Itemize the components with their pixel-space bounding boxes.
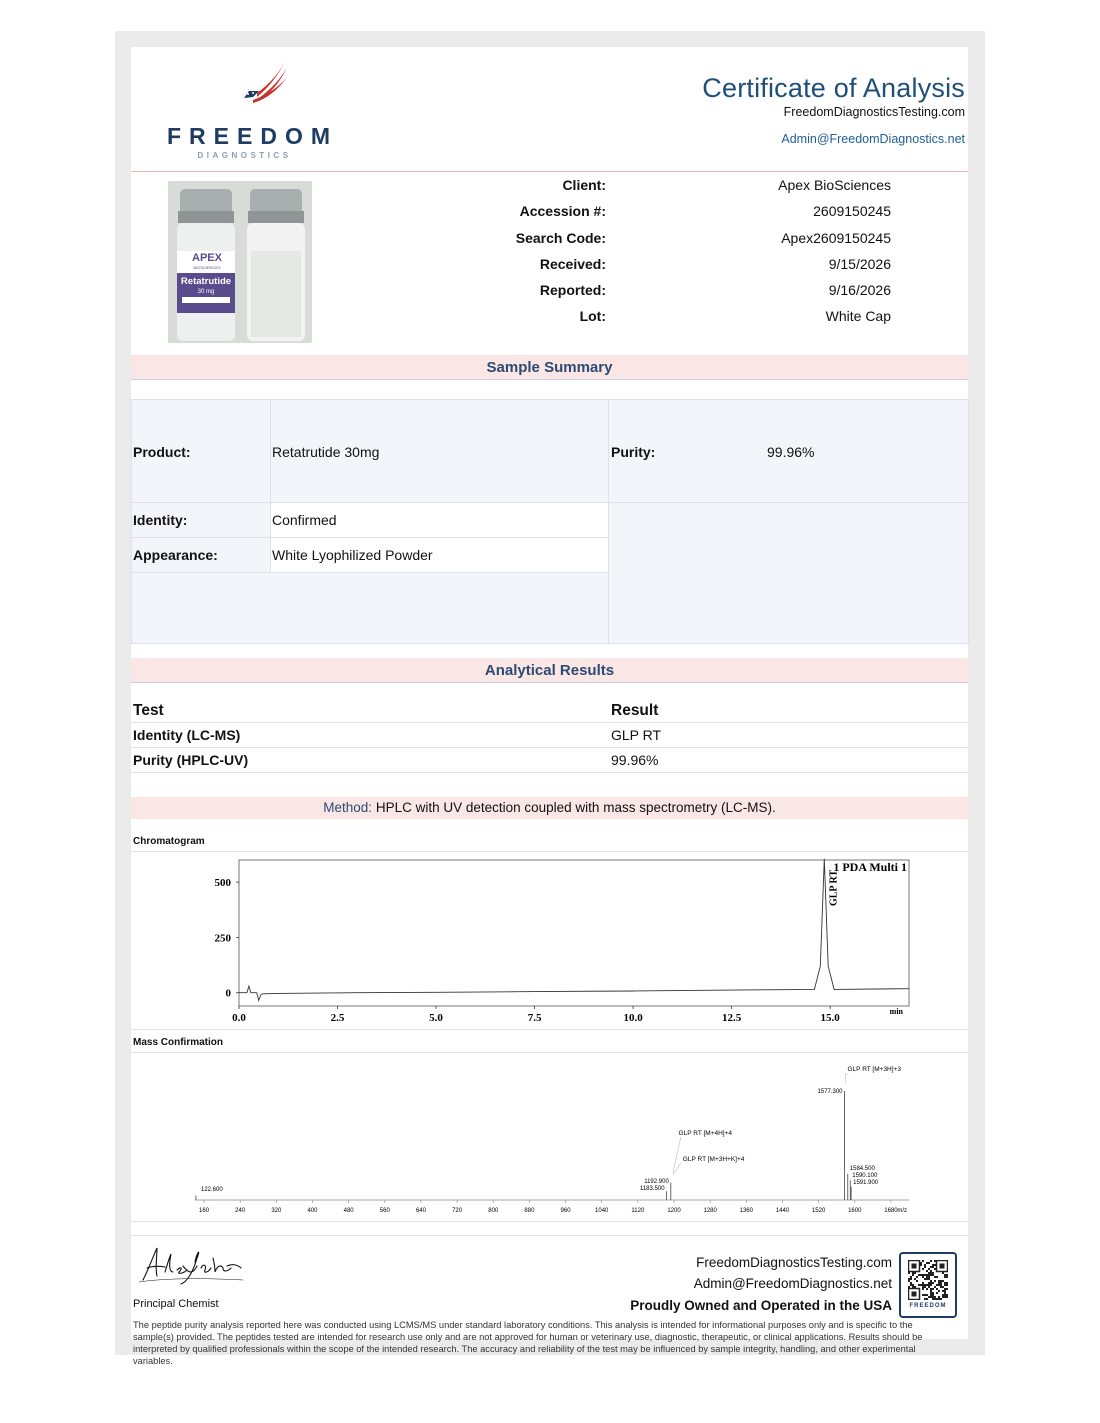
qr-module (930, 1270, 932, 1272)
results-row-divider (131, 747, 968, 748)
method-bar (131, 797, 968, 819)
analytical-results-heading: Analytical Results (131, 658, 968, 683)
qr-module (932, 1298, 934, 1300)
qr-module (932, 1296, 934, 1298)
qr-module (920, 1264, 922, 1266)
qr-module (944, 1292, 946, 1294)
qr-module (946, 1288, 948, 1290)
x-tick-label: 5.0 (429, 1012, 443, 1024)
logo-wordmark: FREEDOM (167, 123, 338, 149)
qr-module (926, 1288, 928, 1290)
x-axis-unit: m/z (897, 1208, 907, 1214)
qr-module (908, 1286, 910, 1288)
appearance-value: White Lyophilized Powder (272, 547, 433, 563)
qr-module (924, 1284, 926, 1286)
qr-module (944, 1282, 946, 1284)
qr-module (936, 1276, 938, 1278)
x-tick-label: 640 (415, 1208, 426, 1214)
qr-module (926, 1298, 928, 1300)
qr-module (930, 1288, 932, 1290)
footer-divider (131, 1235, 968, 1236)
qr-module (926, 1294, 928, 1296)
method-text: HPLC with UV detection coupled with mass spectrometry (LC-MS). (375, 800, 776, 815)
peak-mz-label: 1591.900 (853, 1180, 879, 1186)
annotation-label: GLP RT [M+3H]+3 (847, 1066, 901, 1073)
qr-module (924, 1274, 926, 1276)
qr-module (916, 1276, 918, 1278)
qr-module (922, 1282, 924, 1284)
qr-module (934, 1260, 936, 1262)
qr-module (912, 1272, 914, 1274)
qr-module (926, 1262, 928, 1264)
qr-module (926, 1276, 928, 1278)
qr-module (934, 1280, 936, 1282)
qr-module (942, 1272, 944, 1274)
identity-label: Identity: (133, 512, 188, 528)
sample-summary-empty-cell (608, 502, 969, 644)
method-label: Method: (323, 800, 373, 815)
identity-value: Confirmed (272, 512, 337, 528)
x-tick-label: 15.0 (820, 1012, 840, 1024)
qr-module (928, 1278, 930, 1280)
qr-module (930, 1284, 932, 1286)
qr-module (924, 1278, 926, 1280)
qr-module (912, 1274, 914, 1276)
chromatogram-chart (131, 852, 968, 1029)
chromatogram-trace (239, 859, 909, 1001)
qr-module (910, 1278, 912, 1280)
qr-module (930, 1294, 932, 1296)
results-row-test: Purity (HPLC-UV) (133, 752, 249, 768)
qr-module (922, 1294, 924, 1296)
qr-module (938, 1290, 940, 1292)
qr-module (934, 1276, 936, 1278)
qr-module (938, 1284, 940, 1286)
peak-mz-label: 1590.100 (852, 1173, 878, 1179)
search-code-label: Search Code: (515, 230, 606, 246)
qr-module (928, 1286, 930, 1288)
y-tick-label: 500 (214, 877, 231, 890)
vial-dose: 30 mg (197, 289, 215, 295)
reported-value: 9/16/2026 (828, 282, 891, 298)
results-row-divider (131, 772, 968, 773)
mass-spectrum-chart (131, 1053, 968, 1221)
qr-module (944, 1296, 946, 1298)
received-value: 9/15/2026 (828, 256, 891, 272)
qr-module (928, 1282, 930, 1284)
annotation-leader (673, 1137, 681, 1173)
header-website: FreedomDiagnosticsTesting.com (783, 105, 965, 119)
x-tick-label: 2.5 (330, 1012, 345, 1024)
qr-module (918, 1274, 920, 1276)
qr-module (924, 1286, 926, 1288)
annotation-leader (846, 1074, 849, 1083)
certificate-page (131, 47, 968, 1366)
x-tick-label: 7.5 (527, 1012, 542, 1024)
x-tick-label: 1440 (775, 1208, 790, 1214)
lot-label: Lot: (579, 308, 606, 324)
qr-module (920, 1274, 922, 1276)
qr-module (914, 1278, 916, 1280)
qr-module (922, 1288, 924, 1290)
qr-module (930, 1296, 932, 1298)
results-col-result: Result (611, 702, 659, 719)
footer-tagline: Proudly Owned and Operated in the USA (630, 1298, 892, 1313)
accession-label: Accession #: (519, 203, 606, 219)
x-tick-label: 0.0 (232, 1012, 246, 1024)
qr-module (930, 1272, 932, 1274)
qr-module (908, 1278, 910, 1280)
peak-mz-label: 1577.300 (817, 1089, 843, 1095)
footer-website: FreedomDiagnosticsTesting.com (696, 1255, 892, 1270)
qr-module (922, 1276, 924, 1278)
qr-module (944, 1294, 946, 1296)
disclaimer-text: The peptide purity analysis reported here was conducted using LCMS/MS under standard laboratory conditions. This analysis is intended for informational purposes only and is specific to the sample(s) provided. The peptides tested are intended for research use only and are not approved for human or veterinary use, diagnostic, therapeutic, or clinical applications. Results should be interpreted by qualified professionals within the scope of the intended research. The accuracy and reliability of the test may be influenced by sample integrity, handling, and other experimental variables. (133, 1320, 923, 1366)
qr-module (924, 1264, 926, 1266)
qr-module (932, 1264, 934, 1266)
qr-module (920, 1284, 922, 1286)
lot-value: White Cap (825, 308, 891, 324)
qr-module (946, 1284, 948, 1286)
qr-module (932, 1292, 934, 1294)
x-tick-label: 400 (307, 1208, 318, 1214)
qr-module (934, 1296, 936, 1298)
x-tick-label: 160 (199, 1208, 210, 1214)
qr-module (946, 1294, 948, 1296)
qr-module (928, 1276, 930, 1278)
qr-module (938, 1280, 940, 1282)
qr-caption: FREEDOM (909, 1303, 947, 1309)
qr-module (946, 1296, 948, 1298)
qr-module (918, 1284, 920, 1286)
x-tick-label: 880 (524, 1208, 535, 1214)
qr-module (930, 1260, 932, 1262)
x-tick-label: 1040 (595, 1208, 609, 1214)
qr-module (914, 1286, 916, 1288)
x-tick-label: 320 (271, 1208, 282, 1214)
qr-module (924, 1298, 926, 1300)
x-tick-label: 10.0 (623, 1012, 643, 1024)
plot-frame (239, 860, 909, 1006)
qr-module (942, 1290, 944, 1292)
qr-module (910, 1282, 912, 1284)
qr-module (932, 1274, 934, 1276)
qr-module (944, 1276, 946, 1278)
x-tick-label: 240 (235, 1208, 246, 1214)
product-label: Product: (133, 444, 191, 460)
qr-module (944, 1288, 946, 1290)
sample-summary-heading: Sample Summary (131, 355, 968, 380)
qr-module (942, 1280, 944, 1282)
qr-module (944, 1284, 946, 1286)
qr-module (932, 1266, 934, 1268)
x-tick-label: 560 (379, 1208, 390, 1214)
qr-module (934, 1268, 936, 1270)
qr-module (934, 1286, 936, 1288)
results-row-result: GLP RT (611, 727, 662, 743)
client-value: Apex BioSciences (778, 177, 891, 193)
header-email: Admin@FreedomDiagnostics.net (781, 132, 965, 146)
qr-module (942, 1294, 944, 1296)
freedom-logo (167, 57, 338, 160)
qr-module (932, 1288, 934, 1290)
qr-module (936, 1288, 938, 1290)
x-tick-label: 1280 (703, 1208, 717, 1214)
qr-module (938, 1296, 940, 1298)
flag-wing-icon (209, 57, 289, 107)
results-row-test: Identity (LC-MS) (133, 727, 241, 743)
qr-module (922, 1260, 924, 1262)
y-tick-label: 0 (225, 987, 231, 1000)
qr-module (946, 1276, 948, 1278)
qr-module (922, 1284, 924, 1286)
qr-module (942, 1286, 944, 1288)
document-title: Certificate of Analysis (702, 73, 965, 103)
chromatogram-panel (131, 851, 968, 1030)
results-header-divider (131, 722, 968, 723)
mass-confirmation-title: Mass Confirmation (133, 1037, 224, 1048)
qr-module (908, 1272, 910, 1274)
vial-brand: APEX (192, 252, 222, 264)
qr-module (938, 1298, 940, 1300)
peak-mz-label: 1183.500 (639, 1186, 665, 1192)
mass-spectrum-panel (131, 1052, 968, 1222)
qr-module (926, 1278, 928, 1280)
search-code-value: Apex2609150245 (781, 230, 891, 246)
qr-module (928, 1262, 930, 1264)
signature (135, 1242, 245, 1286)
qr-code-icon (908, 1260, 948, 1300)
reported-label: Reported: (539, 282, 606, 298)
peak-mz-label: 122.600 (201, 1187, 223, 1193)
accession-value: 2609150245 (813, 203, 891, 219)
qr-module (936, 1284, 938, 1286)
qr-module (908, 1280, 910, 1282)
peak-mz-label: 1192.900 (644, 1179, 669, 1185)
qr-module (942, 1296, 944, 1298)
vial-brand-sub: BIOSCIENCES (193, 265, 221, 270)
qr-module (922, 1274, 924, 1276)
vial-product: Retatrutide (180, 276, 232, 287)
x-tick-label: 1680 (884, 1208, 898, 1214)
peak-label: GLP RT (828, 870, 840, 907)
qr-module (926, 1270, 928, 1272)
qr-module (938, 1282, 940, 1284)
qr-module (914, 1272, 916, 1274)
qr-module (944, 1274, 946, 1276)
qr-module (930, 1290, 932, 1292)
qr-module (930, 1274, 932, 1276)
x-tick-label: 1120 (631, 1208, 645, 1214)
annotation-leader (673, 1163, 681, 1175)
x-tick-label: 720 (452, 1208, 463, 1214)
qr-module (946, 1274, 948, 1276)
qr-module (940, 1286, 942, 1288)
qr-module (910, 1276, 912, 1278)
purity-label: Purity: (611, 444, 656, 460)
qr-module (936, 1298, 938, 1300)
x-tick-label: 12.5 (722, 1012, 742, 1024)
qr-module (940, 1280, 942, 1282)
x-tick-label: 480 (343, 1208, 354, 1214)
summary-col-divider (270, 399, 271, 572)
qr-code (899, 1252, 957, 1318)
qr-module (910, 1284, 912, 1286)
x-tick-label: 960 (560, 1208, 571, 1214)
annotation-label: GLP RT [M+3H+K]+4 (682, 1156, 745, 1163)
annotation-label: GLP RT [M+4H]+4 (678, 1130, 733, 1137)
footer-email: Admin@FreedomDiagnostics.net (693, 1276, 892, 1291)
product-photo (168, 181, 312, 343)
x-tick-label: 1360 (739, 1208, 753, 1214)
qr-module (932, 1294, 934, 1296)
qr-module (912, 1284, 914, 1286)
y-tick-label: 250 (214, 932, 231, 945)
x-tick-label: 1200 (667, 1208, 681, 1214)
qr-module (940, 1298, 942, 1300)
qr-finder (940, 1264, 945, 1269)
qr-module (928, 1284, 930, 1286)
qr-module (930, 1266, 932, 1268)
qr-finder (912, 1292, 917, 1297)
qr-module (946, 1282, 948, 1284)
qr-finder (912, 1264, 917, 1269)
received-label: Received: (539, 256, 606, 272)
qr-module (926, 1284, 928, 1286)
x-tick-label: 1520 (811, 1208, 826, 1214)
qr-module (928, 1296, 930, 1298)
signer-role: Principal Chemist (133, 1298, 219, 1310)
qr-module (944, 1290, 946, 1292)
results-col-test: Test (133, 702, 164, 719)
qr-module (924, 1266, 926, 1268)
results-row-result: 99.96% (611, 752, 659, 768)
chromatogram-title: Chromatogram (133, 836, 205, 847)
qr-module (928, 1272, 930, 1274)
qr-module (924, 1294, 926, 1296)
qr-module (930, 1280, 932, 1282)
x-tick-label: 1600 (848, 1208, 862, 1214)
qr-module (930, 1292, 932, 1294)
qr-module (916, 1280, 918, 1282)
qr-module (932, 1272, 934, 1274)
qr-module (940, 1282, 942, 1284)
qr-module (922, 1286, 924, 1288)
client-label: Client: (562, 177, 606, 193)
qr-module (934, 1298, 936, 1300)
qr-module (922, 1268, 924, 1270)
qr-module (936, 1292, 938, 1294)
qr-module (928, 1268, 930, 1270)
logo-subtext: DIAGNOSTICS (197, 151, 292, 160)
trace-label: 1 PDA Multi 1 (833, 860, 907, 874)
header-divider (131, 171, 968, 172)
qr-module (930, 1282, 932, 1284)
qr-module (926, 1274, 928, 1276)
appearance-label: Appearance: (133, 547, 218, 563)
qr-module (934, 1264, 936, 1266)
qr-module (912, 1286, 914, 1288)
qr-module (932, 1282, 934, 1284)
qr-module (928, 1274, 930, 1276)
qr-module (940, 1284, 942, 1286)
qr-module (920, 1262, 922, 1264)
product-value: Retatrutide 30mg (272, 444, 380, 460)
x-axis-unit: min (889, 1007, 903, 1016)
summary-row-divider (271, 537, 608, 538)
x-tick-label: 800 (488, 1208, 499, 1214)
purity-value: 99.96% (767, 444, 815, 460)
summary-row-divider (131, 572, 608, 573)
peak-mz-label: 1584.500 (849, 1166, 875, 1172)
